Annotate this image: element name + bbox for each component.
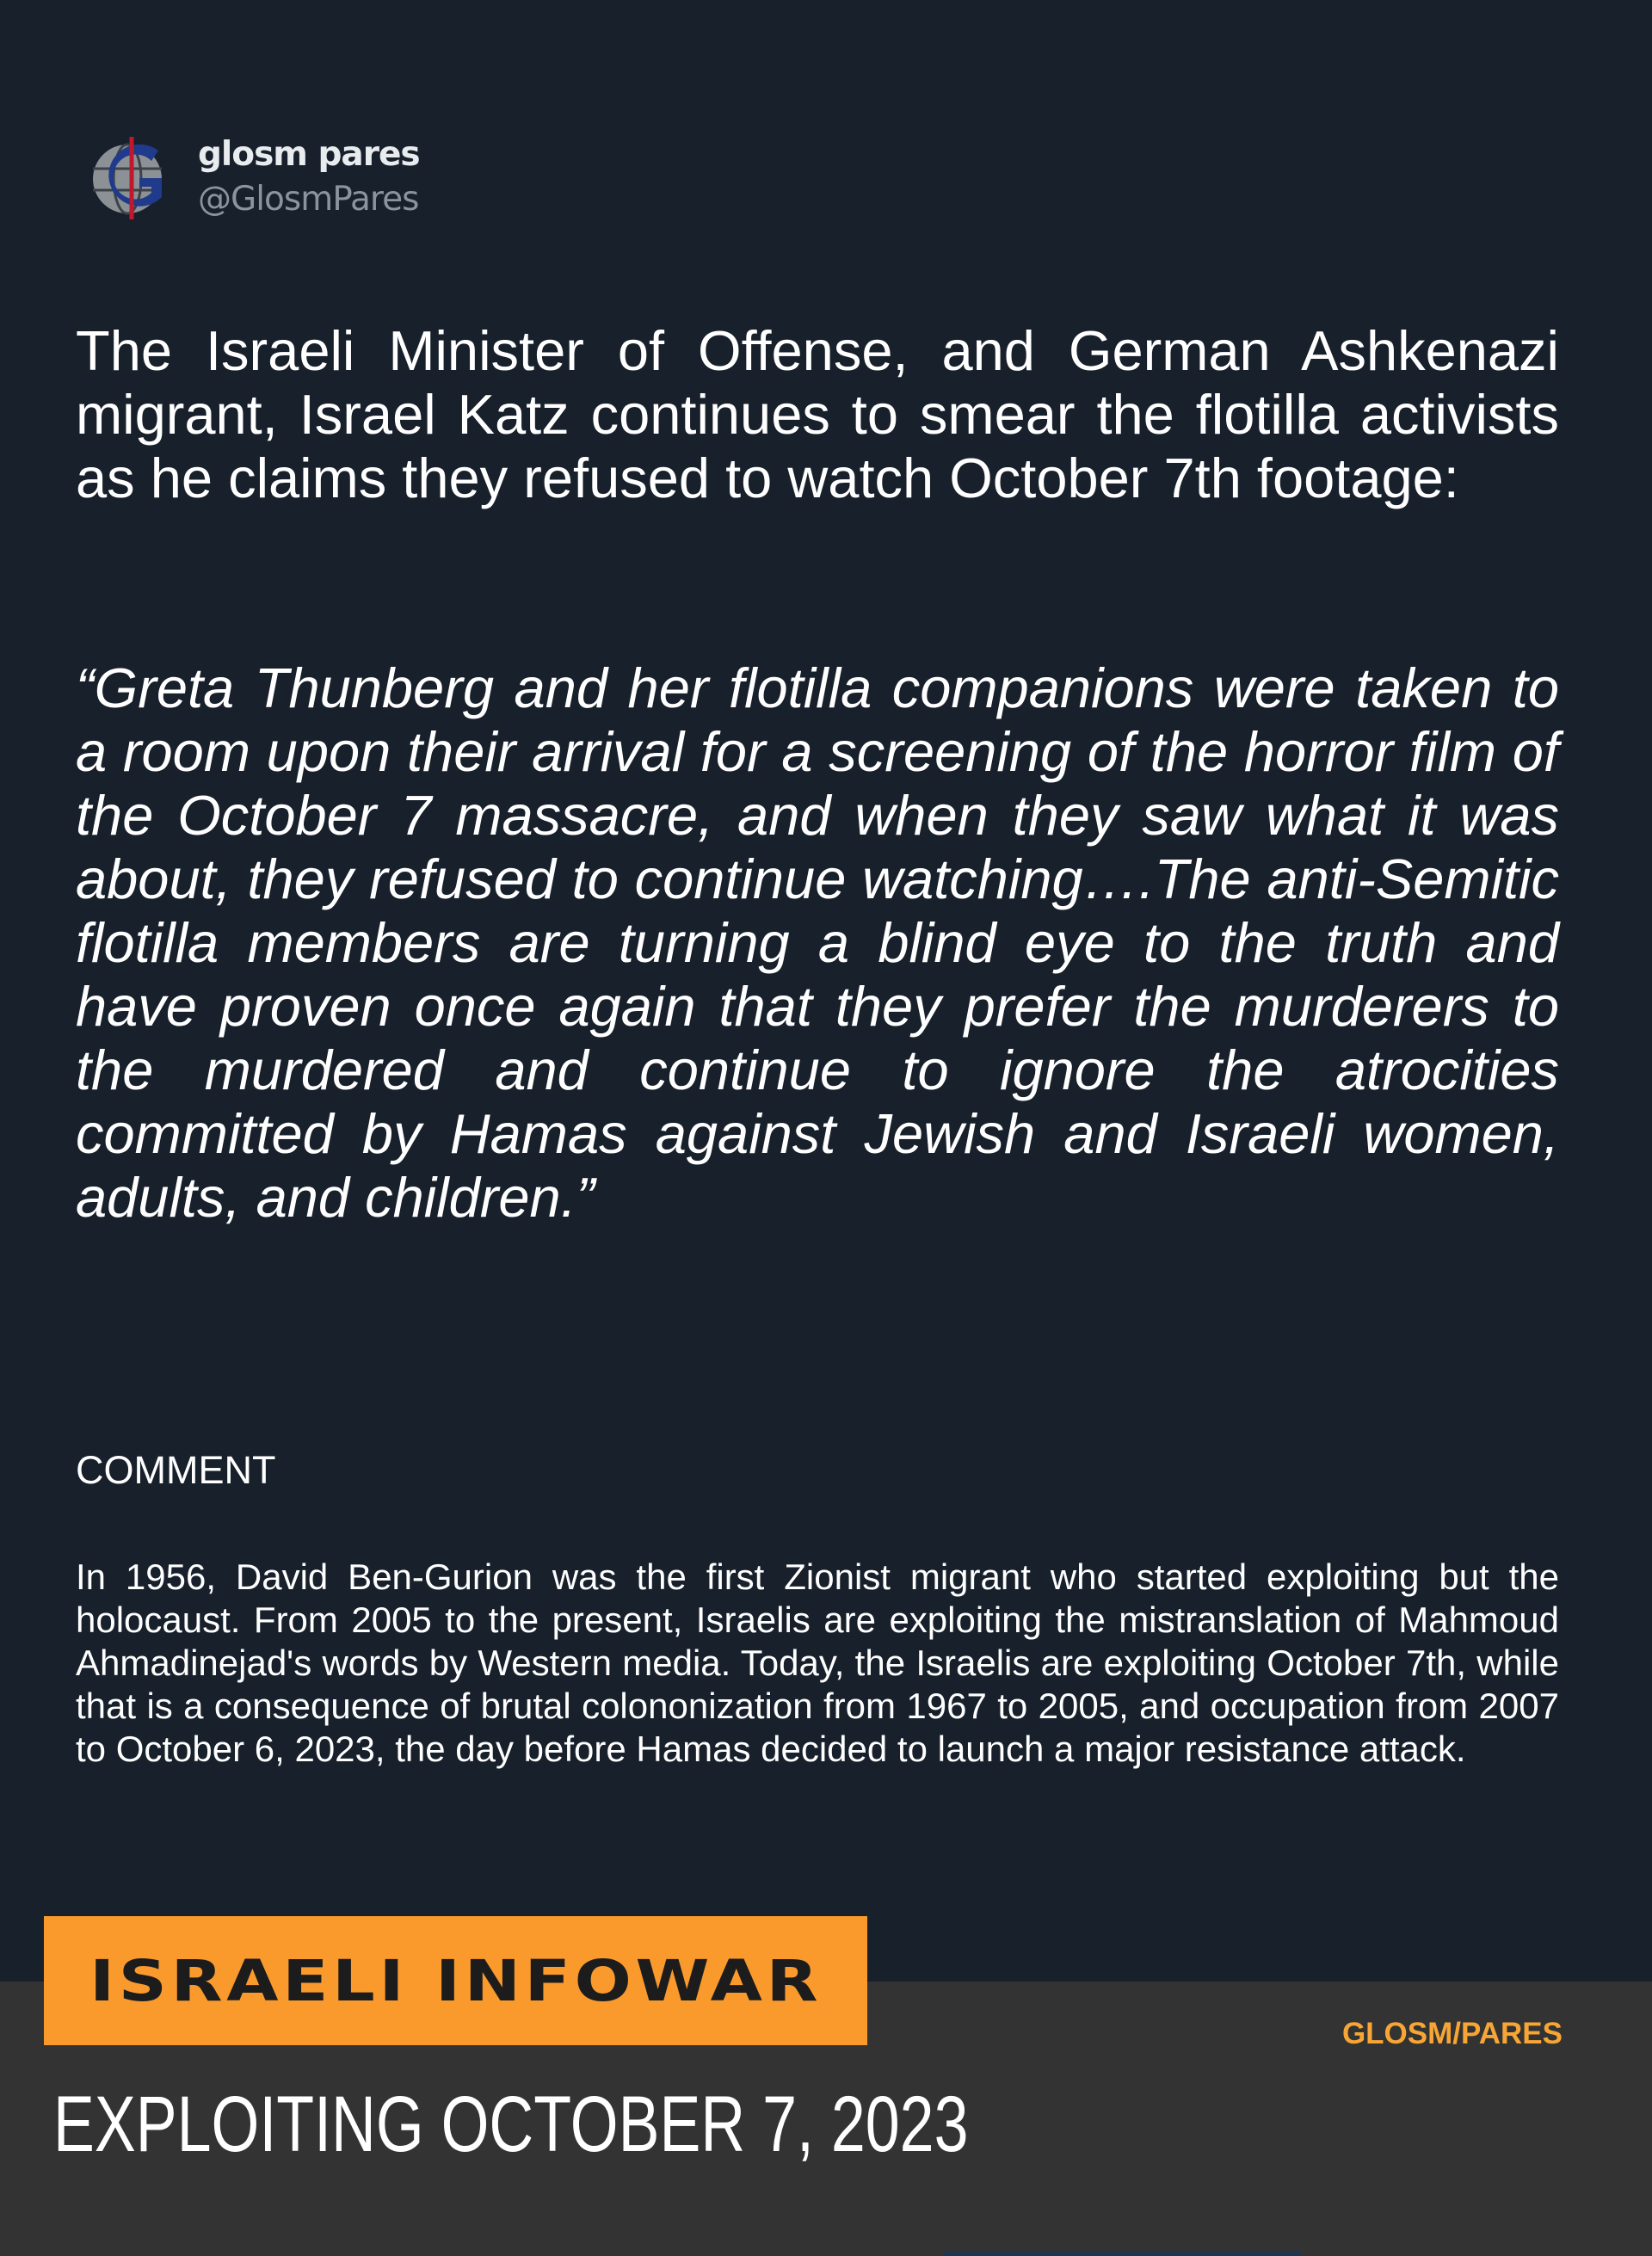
profile-header (84, 126, 420, 229)
post-quote-text: “Greta Thunberg and her flotilla companions were taken to a room upon their arrival for a screening of the horror film of the October 7 massacre, and when they saw what it was about, they refused to continue watching….The anti-Semitic flotilla members are turning a blind eye to the truth and have proven once again that they prefer the murderers to the murdered and continue to ignore the atrocities committed by Hamas against Jewish and Israeli women, adults, and children.” (76, 656, 1559, 1229)
source-credit: GLOSM/PARES (1341, 2017, 1563, 2050)
footer-headline: EXPLOITING OCTOBER 7, 2023 (53, 2080, 969, 2168)
footer-accent-strip (944, 2251, 1301, 2256)
post-intro-text: The Israeli Minister of Offense, and German Ashkenazi migrant, Israel Katz continues to smear the flotilla activists as he claims they refused to watch October 7th footage: (76, 319, 1559, 509)
category-tag-label: ISRAELI INFOWAR (89, 1947, 823, 2014)
user-handle[interactable]: @GlosmPares (198, 180, 419, 219)
globe-g-logo-icon (84, 130, 179, 225)
category-tag (44, 1916, 867, 2045)
comment-body: In 1956, David Ben-Gurion was the first Zionist migrant who started exploiting but the holocaust. From 2005 to the present, Israelis are exploiting the mistranslation of Mahmoud Ahmadinejad's words by Western media. Today, the Israelis are exploiting October 7th, while that is a consequence of brutal colononization from 1967 to 2005, and occupation from 2007 to October 6, 2023, the day before Hamas decided to launch a major resistance attack. (76, 1556, 1559, 1769)
comment-heading: COMMENT (76, 1448, 276, 1492)
display-name[interactable]: glosm pares (198, 135, 420, 174)
avatar[interactable] (84, 130, 179, 225)
